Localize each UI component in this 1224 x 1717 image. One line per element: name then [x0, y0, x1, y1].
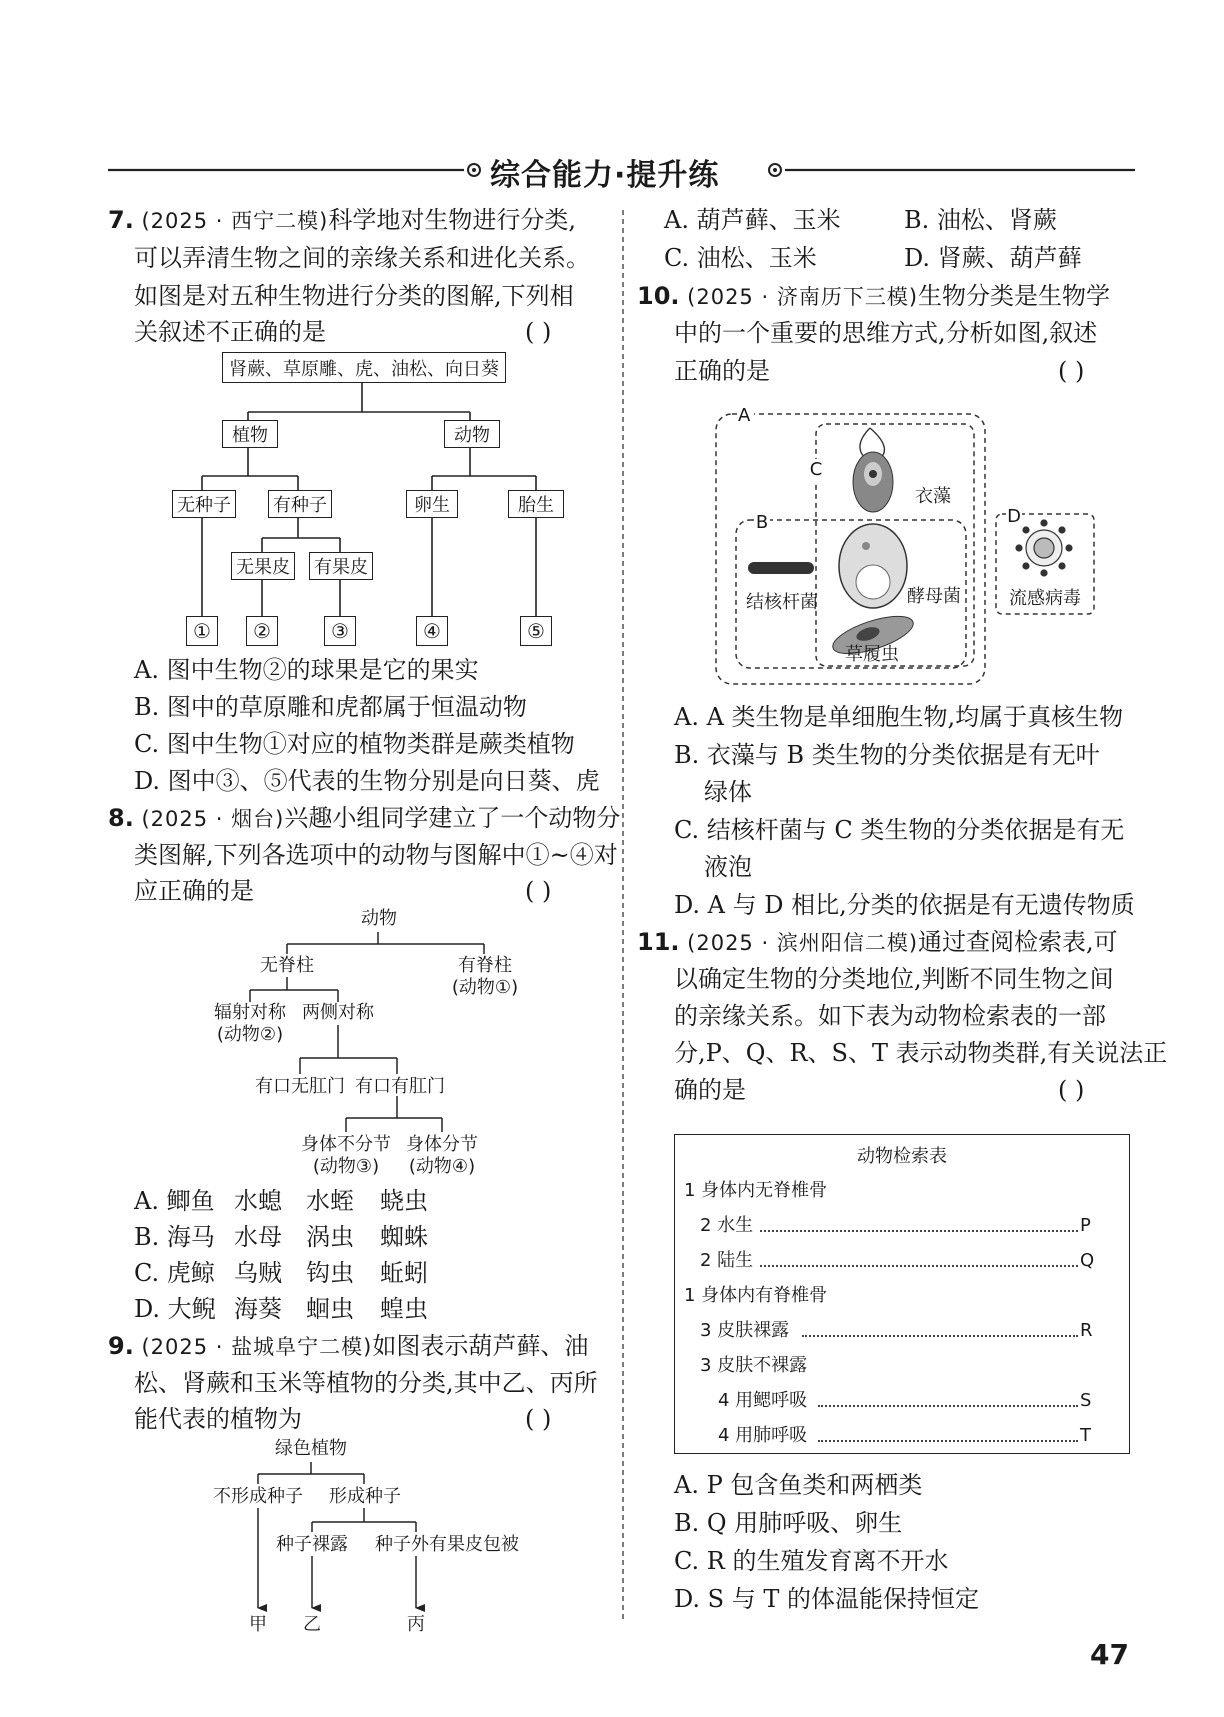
q9-source: (2025 · 盐城阜宁二模): [141, 1335, 373, 1359]
q7-option-d[interactable]: D. 图中③、⑤代表的生物分别是向日葵、虎: [134, 767, 600, 795]
q9-seed: 形成种子: [329, 1486, 401, 1507]
q8-vertebrate-sub: (动物①): [451, 977, 519, 998]
q11-key-row-5: 3 皮肤裸露: [700, 1320, 790, 1341]
q7-leaf-5: ⑤: [520, 616, 552, 646]
q8-opt-b-1: B. 海马: [134, 1223, 215, 1251]
q11-key-leader-2: [760, 1230, 1078, 1232]
q11-stem-line-4: 分,P、Q、R、S、T 表示动物类群,有关说法正: [674, 1039, 1168, 1067]
q7-leaf-4: ④: [416, 616, 448, 646]
q7-seed-box: 有种子: [268, 490, 332, 518]
q11-text: 通过查阅检索表,可: [918, 928, 1118, 956]
q7-no-seed-box: 无种子: [172, 490, 236, 518]
q8-root: 动物: [361, 908, 397, 929]
q7-leaf-1: ①: [186, 616, 218, 646]
q9-covered-seed: 种子外有果皮包被: [375, 1534, 519, 1555]
q7-source: (2025 · 西宁二模): [141, 209, 329, 233]
q11-key-row-4: 1 身体内有脊椎骨: [684, 1285, 828, 1306]
q7-animal-box: 动物: [444, 420, 500, 448]
q9-option-b[interactable]: B. 油松、肾蕨: [904, 206, 1057, 234]
q8-opt-b-2: 水母: [234, 1223, 282, 1251]
q8-opt-a-2: 水螅: [234, 1187, 282, 1215]
q8-no-anus: 有口无肛门: [255, 1076, 345, 1097]
q9-text: 如图表示葫芦藓、油: [372, 1332, 589, 1360]
q11-option-a[interactable]: A. P 包含鱼类和两栖类: [674, 1471, 923, 1499]
q11-key-row-6: 3 皮肤不裸露: [700, 1355, 808, 1376]
q7-option-b[interactable]: B. 图中的草原雕和虎都属于恒温动物: [134, 693, 527, 721]
q9-number: 9.: [108, 1332, 134, 1360]
q11-option-d[interactable]: D. S 与 T 的体温能保持恒定: [674, 1585, 979, 1613]
q8-anus: 有口有肛门: [355, 1076, 445, 1097]
yeast-image: [839, 524, 907, 608]
q10-option-b-cont: 绿体: [704, 778, 752, 806]
q10-number: 10.: [637, 282, 680, 310]
q11-key-row-7: 4 用鳃呼吸: [718, 1390, 808, 1411]
q9-option-a[interactable]: A. 葫芦藓、玉米: [664, 206, 841, 234]
q8-opt-a-1: A. 鲫鱼: [134, 1187, 215, 1215]
q9-answer-paren[interactable]: ( ): [525, 1405, 552, 1433]
q7-leaf-2: ②: [246, 616, 278, 646]
q7-stem-line-2: 可以弄清生物之间的亲缘关系和进化关系。: [134, 244, 590, 272]
flu-virus-image: [1016, 520, 1072, 576]
q10-option-d[interactable]: D. A 与 D 相比,分类的依据是有无遗传物质: [674, 891, 1135, 919]
q8-stem-line-2: 类图解,下列各选项中的动物与图解中①~④对: [134, 841, 618, 869]
q7-oviparous-box: 卵生: [406, 490, 458, 518]
q9-option-c[interactable]: C. 油松、玉米: [664, 244, 817, 272]
q9-label-yi: 乙: [303, 1614, 321, 1635]
q7-text: 科学地对生物进行分类,: [328, 206, 576, 234]
q10-stem-line-2: 中的一个重要的思维方式,分析如图,叙述: [674, 319, 1098, 347]
q11-option-b[interactable]: B. Q 用肺呼吸、卵生: [674, 1509, 903, 1537]
q8-opt-d-4: 蝗虫: [380, 1295, 428, 1323]
q11-key-end-r: R: [1080, 1320, 1093, 1341]
q8-opt-d-2: 海葵: [234, 1295, 282, 1323]
q8-opt-c-3: 钩虫: [306, 1259, 354, 1287]
q8-opt-d-3: 蛔虫: [306, 1295, 354, 1323]
q9-option-d[interactable]: D. 肾蕨、葫芦藓: [904, 244, 1082, 272]
q7-option-a[interactable]: A. 图中生物②的球果是它的果实: [134, 656, 479, 684]
q8-opt-b-4: 蜘蛛: [380, 1223, 428, 1251]
q11-key-leader-7: [818, 1405, 1078, 1407]
q8-opt-c-4: 蚯蚓: [380, 1259, 428, 1287]
q8-answer-paren[interactable]: ( ): [525, 877, 552, 905]
q11-stem-line-3: 的亲缘关系。如下表为动物检索表的一部: [674, 1002, 1106, 1030]
q8-invertebrate: 无脊柱: [260, 955, 314, 976]
section-title: 综合能力·提升练: [490, 158, 720, 193]
q10-answer-paren[interactable]: ( ): [1058, 357, 1085, 385]
q8-number: 8.: [108, 804, 134, 832]
q9-stem-line-3: 能代表的植物为: [134, 1405, 302, 1433]
q10-stem-line-3: 正确的是: [674, 357, 770, 385]
q8-segmented-sub: (动物④): [408, 1156, 476, 1177]
euglena-image: [853, 428, 893, 512]
q7-number: 7.: [108, 206, 134, 234]
q8-text: 兴趣小组同学建立了一个动物分: [284, 804, 621, 832]
q7-stem-line-3: 如图是对五种生物进行分类的图解,下列相: [134, 282, 574, 310]
q11-key-title: 动物检索表: [857, 1146, 947, 1167]
q11-key-row-1: 1 身体内无脊椎骨: [684, 1180, 828, 1201]
q10-yeast-label: 酵母菌: [907, 586, 961, 607]
page-number: 47: [1090, 1638, 1129, 1671]
q11-key-row-8: 4 用肺呼吸: [718, 1425, 808, 1446]
q8-stem-line-3: 应正确的是: [134, 877, 254, 905]
q11-source: (2025 · 滨州阳信二模): [687, 931, 919, 955]
q7-peel-box: 有果皮: [309, 552, 373, 580]
q11-key-row-3: 2 陆生: [700, 1250, 754, 1271]
q11-key-end-t: T: [1080, 1425, 1091, 1446]
q8-opt-c-1: C. 虎鲸: [134, 1259, 215, 1287]
q11-stem-line-5: 确的是: [674, 1076, 746, 1104]
q10-flu-label: 流感病毒: [1009, 588, 1081, 609]
q10-euglena-label: 衣藻: [915, 486, 951, 507]
q8-vertebrate: 有脊柱: [458, 955, 512, 976]
q9-label-bing: 丙: [407, 1614, 425, 1635]
q10-paramecium-label: 草履虫: [845, 644, 899, 665]
q8-opt-d-1: D. 大鲵: [134, 1295, 216, 1323]
q7-leaf-3: ③: [324, 616, 356, 646]
q10-tb-label: 结核杆菌: [746, 592, 818, 613]
q8-opt-a-4: 蛲虫: [380, 1187, 428, 1215]
q8-source: (2025 · 烟台): [141, 807, 285, 831]
q11-option-c[interactable]: C. R 的生殖发育离不开水: [674, 1547, 949, 1575]
q7-viviparous-box: 胎生: [508, 490, 564, 518]
q10-source: (2025 · 济南历下三模): [687, 285, 919, 309]
q7-no-peel-box: 无果皮: [231, 552, 295, 580]
q10-label-b: B: [755, 512, 769, 533]
q10-text: 生物分类是生物学: [918, 282, 1111, 310]
q10-option-a[interactable]: A. A 类生物是单细胞生物,均属于真核生物: [674, 703, 1124, 731]
q10-label-d: D: [1007, 506, 1021, 527]
q8-unsegmented-sub: (动物③): [312, 1156, 380, 1177]
tb-image: [748, 562, 814, 574]
q11-number: 11.: [637, 928, 680, 956]
q11-key-leader-3: [760, 1265, 1078, 1267]
q7-option-c[interactable]: C. 图中生物①对应的植物类群是蕨类植物: [134, 730, 575, 758]
q11-key-end-p: P: [1080, 1215, 1091, 1236]
q11-stem-line-1: [637, 927, 1118, 958]
q11-answer-paren[interactable]: ( ): [1058, 1076, 1085, 1104]
q8-opt-c-2: 乌贼: [234, 1259, 282, 1287]
q8-segmented: 身体分节: [406, 1134, 478, 1155]
q7-plant-box: 植物: [222, 420, 278, 448]
q8-unsegmented: 身体不分节: [301, 1134, 391, 1155]
q11-key-end-q: Q: [1080, 1250, 1095, 1271]
q9-root: 绿色植物: [275, 1438, 347, 1459]
q10-label-c: C: [809, 459, 823, 480]
q7-stem-line-4: 关叙述不正确的是: [134, 318, 326, 346]
q8-radial-sub: (动物②): [216, 1024, 284, 1045]
q8-opt-a-3: 水蛭: [306, 1187, 354, 1215]
q9-naked-seed: 种子裸露: [276, 1534, 348, 1555]
q9-label-jia: 甲: [249, 1614, 267, 1635]
q11-key-leader-5: [802, 1335, 1078, 1337]
q10-label-a: A: [738, 405, 754, 427]
q11-stem-line-2: 以确定生物的分类地位,判断不同生物之间: [674, 965, 1114, 993]
q7-answer-paren[interactable]: ( ): [525, 318, 552, 346]
q7-root-box: 肾蕨、草原雕、虎、油松、向日葵: [222, 352, 506, 383]
q8-bilateral: 两侧对称: [302, 1002, 374, 1023]
q10-option-b[interactable]: B. 衣藻与 B 类生物的分类依据是有无叶: [674, 741, 1100, 769]
q9-no-seed: 不形成种子: [213, 1486, 303, 1507]
q11-key-end-s: S: [1080, 1390, 1092, 1411]
q11-key-row-2: 2 水生: [700, 1215, 754, 1236]
q8-opt-b-3: 涡虫: [306, 1223, 354, 1251]
q10-option-c-cont: 液泡: [704, 853, 752, 881]
q9-stem-line-2: 松、肾蕨和玉米等植物的分类,其中乙、丙所: [134, 1369, 598, 1397]
q8-radial: 辐射对称: [214, 1002, 286, 1023]
q11-key-leader-8: [818, 1440, 1078, 1442]
q10-option-c[interactable]: C. 结核杆菌与 C 类生物的分类依据是有无: [674, 816, 1125, 844]
